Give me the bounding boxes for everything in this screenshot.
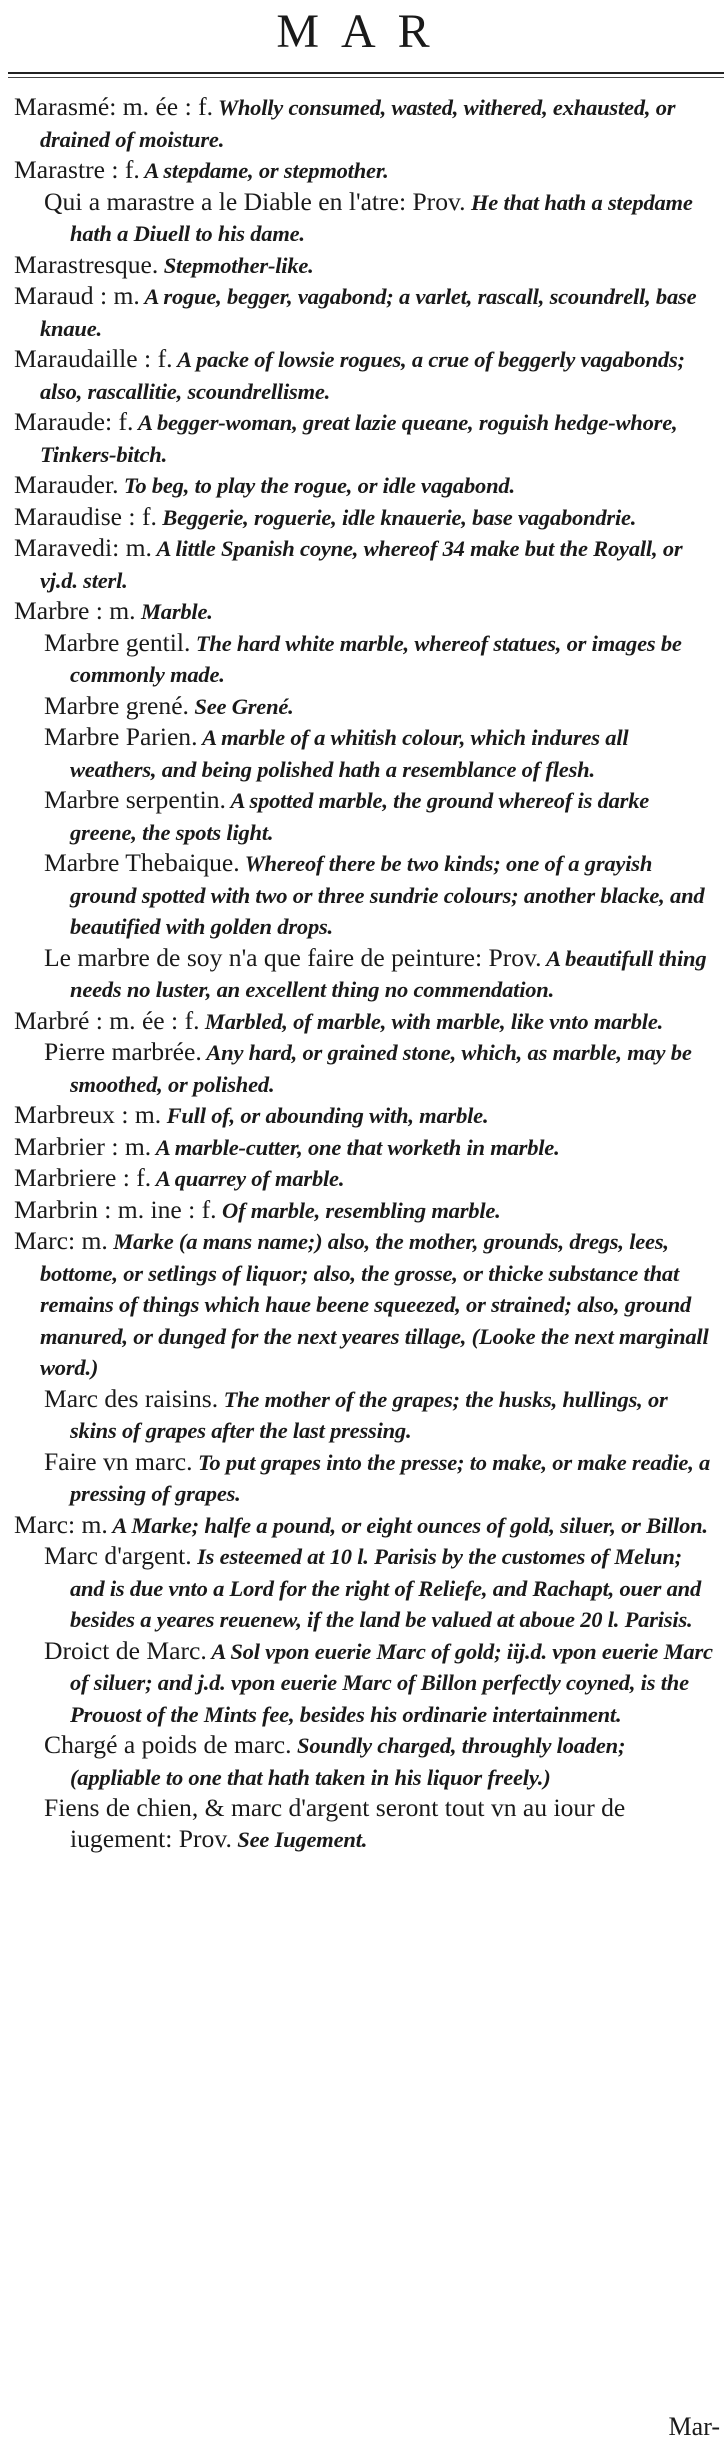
entry-headword: Marbré [14,1005,90,1035]
dictionary-entry [14,722,714,785]
entry-headword: Marbre [14,596,90,625]
entry-definition: See Iugement. [231,1826,368,1852]
dictionary-entry [14,1447,714,1510]
entry-grammar: : m. ée : f. [109,92,213,121]
entry-headword: Marc des raisins. [44,1383,219,1413]
dictionary-entry [14,1510,714,1542]
entry-grammar: : m. ine : f. [97,1194,217,1224]
entry-definition: Is esteemed at 10 l. Parisis by the customes of Melun; and is due vnto a Lord for the right of Reliefe, and Rachapt, ouer and besides a yeares reuenew, if the land be valued at aboue 20 l. Parisis. [70,1544,702,1632]
entry-headword: Marbre Parien. [44,722,198,751]
entry-grammar: : m. [114,1100,162,1129]
dictionary-entry [14,628,714,691]
entry-headword: Qui a marastre a le Diable en l'atre [44,186,399,216]
entry-grammar: : m. [89,596,136,625]
entry-grammar: : Prov. [165,1823,232,1853]
dictionary-entry [14,1793,714,1855]
dictionary-entry [14,691,714,723]
entry-definition: The mother of the grapes; the husks, hullings, or skins of grapes after the last pressing. [70,1386,668,1443]
dictionary-entry [14,250,714,282]
dictionary-entry [14,407,714,470]
entry-headword: Maraudise [14,501,123,531]
entry-definition: Marble. [135,599,213,624]
dictionary-entry [14,943,714,1006]
entry-definition: Beggerie, roguerie, idle knauerie, base vagabondrie. [156,504,637,530]
entry-headword: Fiens de chien, & marc d'argent seront tout vn au iour de iugement [44,1793,626,1853]
dictionary-entry [14,1195,714,1227]
dictionary-entry [14,1636,714,1731]
entry-definition: The hard white marble, whereof statues, or images be commonly made. [70,630,682,687]
entry-definition: Marke (a mans name;) also, the mother, grounds, dregs, lees, bottome, or setlings of liquor; also, the grosse, or thicke substance that remains of things which haue beene squeezed, or strained; also, ground manured, or dunged for the next yeares tillage, (Looke the next marginall word.) [40,1229,709,1380]
entry-headword: Marbre grené. [44,690,189,720]
dictionary-entry [14,187,714,250]
dictionary-entry [14,1541,714,1636]
entry-definition: He that hath a stepdame hath a Diuell to his dame. [70,189,693,246]
entry-headword: Marc d'argent. [44,1541,192,1570]
entry-grammar: : m. [104,1131,152,1161]
dictionary-entry [14,344,714,407]
entry-definition: To put grapes into the presse; to make, or make readie, a pressing of grapes. [70,1449,711,1506]
entry-definition: A rogue, begger, vagabond; a varlet, rascall, scoundrell, base knaue. [40,284,697,341]
dictionary-entry [14,596,714,628]
entry-definition: A marble-cutter, one that worketh in marble. [151,1134,560,1160]
entry-grammar: : f. [122,501,157,531]
entry-headword: Le marbre de soy n'a que faire de peinture [44,942,475,972]
entry-definition: A quarrey of marble. [151,1166,345,1191]
entry-grammar: : f. [137,344,173,373]
dictionary-entry [14,785,714,848]
entry-grammar: : m. ée : f. [89,1005,200,1035]
entry-definition: Of marble, resembling marble. [216,1197,501,1223]
entry-headword: Marc [14,1226,68,1255]
entry-grammar: : f. [116,1163,152,1192]
entry-definition: A little Spanish coyne, whereof 34 make but the Royall, or vj.d. sterl. [40,536,683,593]
dictionary-entry [14,1226,714,1384]
entry-definition: A beautifull thing needs no luster, an excellent thing no commendation. [70,945,707,1002]
entry-headword: Marbre Thebaique. [44,848,240,877]
entry-headword: Marbre gentil. [44,627,191,657]
dictionary-entry [14,281,714,344]
entry-headword: Chargé a poids de marc. [44,1730,292,1759]
dictionary-entry [14,1006,714,1038]
entry-definition: Full of, or abounding with, marble. [161,1103,489,1128]
entry-headword: Marauder. [14,470,119,499]
entry-grammar: : m. [68,1226,108,1255]
entry-definition: A begger-woman, great lazie queane, roguish hedge-whore, Tinkers-bitch. [40,410,678,467]
entry-list [14,92,714,1855]
entry-headword: Maraude [14,407,105,436]
entry-grammar: : m. [112,533,152,562]
entry-grammar: : Prov. [398,186,466,216]
entry-headword: Maraudaille [14,344,138,373]
dictionary-entry [14,1100,714,1132]
dictionary-entry [14,155,714,187]
entry-definition: Any hard, or grained stone, which, as marble, may be smoothed, or polished. [70,1040,692,1097]
entry-headword: Droict de Marc. [44,1635,207,1665]
dictionary-entry [14,502,714,534]
entry-definition: See Grené. [188,693,294,719]
dictionary-entry [14,848,714,943]
entry-definition: A Marke; halfe a pound, or eight ounces of gold, siluer, or Billon. [107,1512,708,1538]
entry-headword: Maravedi [14,533,113,562]
entry-headword: Marasmé [14,92,110,121]
entry-headword: Marbrier [14,1131,105,1161]
dictionary-entry [14,1163,714,1195]
entry-definition: Marbled, of marble, with marble, like vnto marble. [199,1008,664,1034]
entry-headword: Marbrin [14,1194,98,1224]
dictionary-entry [14,470,714,502]
entry-definition: Soundly charged, throughly loaden; (appliable to one that hath taken in his liquor freely.) [70,1733,626,1790]
dictionary-entry [14,533,714,596]
entry-definition: A stepdame, or stepmother. [139,158,389,183]
page-header: MAR [276,5,452,58]
entry-grammar: : f. [104,155,140,184]
entry-grammar: : Prov. [474,942,542,972]
entry-definition: A spotted marble, the ground whereof is darke greene, the spots light. [70,788,650,845]
dictionary-entry [14,92,714,155]
entry-definition: To beg, to play the rogue, or idle vagabond. [118,473,515,498]
entry-definition: Stepmother-like. [158,252,314,278]
entry-headword: Pierre marbrée. [44,1037,202,1066]
dictionary-entry [14,1037,714,1100]
entry-headword: Marc [14,1509,68,1539]
catchword: Mar- [668,2412,720,2441]
dictionary-entry [14,1132,714,1164]
entry-definition: A marble of a whitish colour, which indures all weathers, and being polished hath a resemblance of flesh. [70,725,629,782]
entry-headword: Marbre serpentin. [44,785,226,814]
entry-definition: A packe of lowsie rogues, a crue of beggerly vagabonds; also, rascallitie, scoundrellisme. [40,347,685,404]
entry-headword: Marbriere [14,1163,117,1192]
entry-headword: Marastre [14,155,105,184]
entry-headword: Faire vn marc. [44,1446,193,1476]
entry-definition: Wholly consumed, wasted, withered, exhausted, or drained of moisture. [40,95,676,152]
header-rule [8,72,724,74]
entry-headword: Marbreux [14,1100,115,1129]
entry-grammar: : f. [104,407,134,436]
entry-definition: Whereof there be two kinds; one of a grayish ground spotted with two or three sundrie colours; another blacke, and beautified with golden drops. [70,851,705,939]
entry-grammar: : m. [93,281,140,310]
entry-definition: A Sol vpon euerie Marc of gold; iij.d. vpon euerie Marc of siluer; and j.d. vpon euerie Marc of Billon perfectly coyned, is the Prouost of the Mints fee, besides his ordinarie intertainment. [70,1638,713,1727]
dictionary-entry [14,1384,714,1447]
entry-headword: Marastresque. [14,249,159,279]
entry-headword: Maraud [14,281,94,310]
entry-grammar: : m. [68,1509,108,1539]
dictionary-entry [14,1730,714,1793]
